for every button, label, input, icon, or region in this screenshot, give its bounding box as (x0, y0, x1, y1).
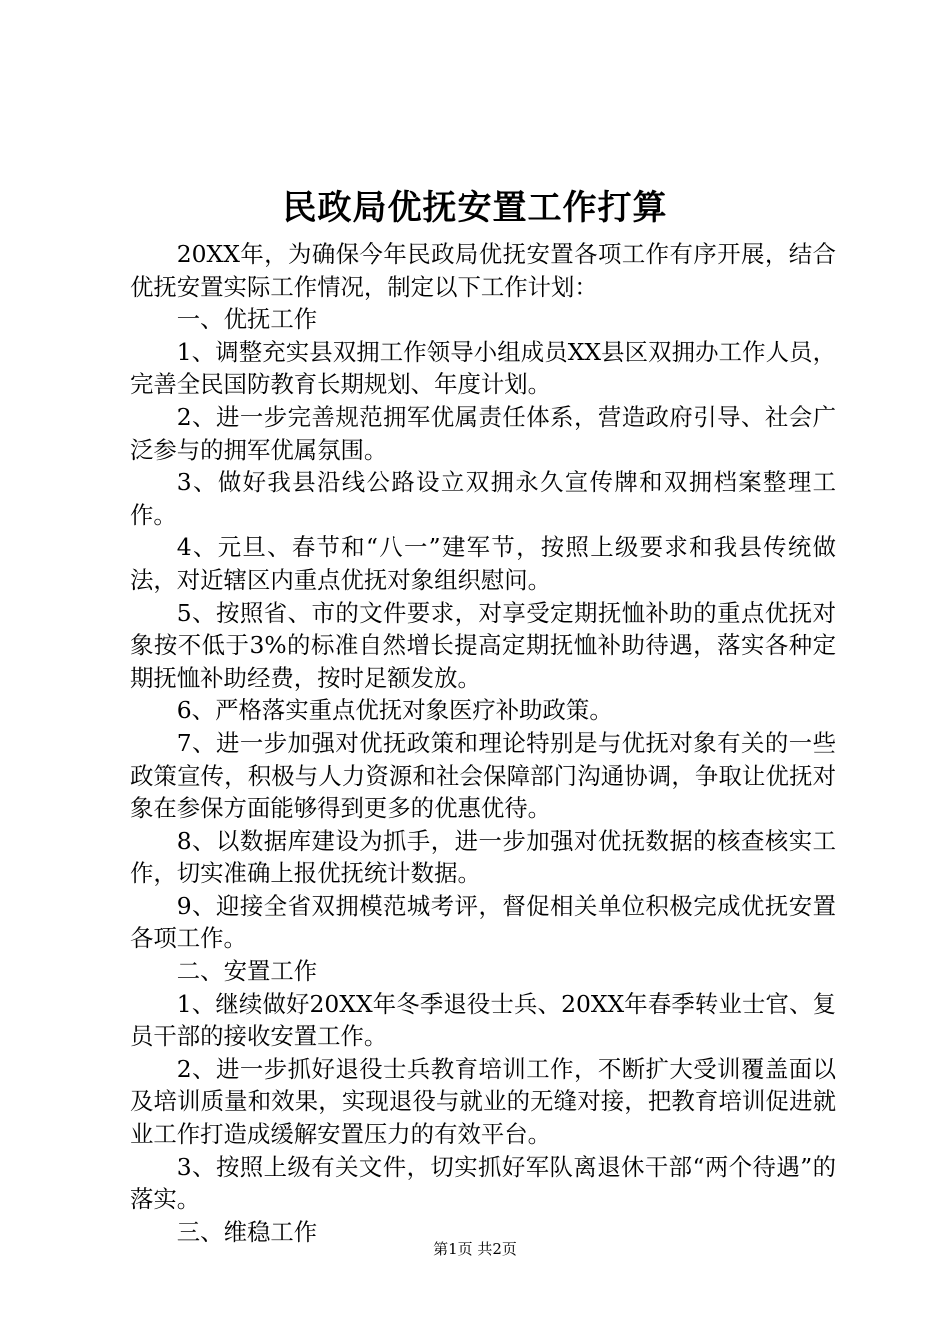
list-item: 2、进一步抓好退役士兵教育培训工作，不断扩大受训覆盖面以及培训质量和效果，实现退役与就业的无缝对接，把教育培训促进就业工作打造成缓解安置压力的有效平台。 (130, 1054, 836, 1149)
list-item: 5、按照省、市的文件要求，对享受定期抚恤补助的重点优抚对象按不低于3%的标准自然增长提高定期抚恤补助待遇，落实各种定期抚恤补助经费，按时足额发放。 (130, 598, 836, 692)
page-number-footer: 第1页 共2页 (433, 1240, 517, 1258)
list-item: 6、严格落实重点优抚对象医疗补助政策。 (176, 696, 613, 725)
section-heading-1: 一、优抚工作 (176, 305, 318, 334)
list-item: 3、做好我县沿线公路设立双拥永久宣传牌和双拥档案整理工作。 (130, 468, 836, 529)
list-item: 9、迎接全省双拥模范城考评，督促相关单位积极完成优抚安置各项工作。 (130, 891, 836, 953)
document-title: 民政局优抚安置工作打算 (282, 188, 668, 228)
section-heading-3: 三、维稳工作 (176, 1217, 318, 1246)
document-body (130, 238, 836, 1248)
paragraph-intro: 20XX年，为确保今年民政局优抚安置各项工作有序开展，结合优抚安置实际工作情况，制定以下工作计划： (130, 240, 836, 301)
list-item: 1、继续做好20XX年冬季退役士兵、20XX年春季转业士官、复员干部的接收安置工作。 (130, 989, 836, 1051)
list-item: 8、以数据库建设为抓手，进一步加强对优抚数据的核查核实工作，切实准确上报优抚统计数据。 (130, 826, 836, 888)
list-item: 1、调整充实县双拥工作领导小组成员XX县区双拥办工作人员，完善全民国防教育长期规划、年度计划。 (130, 337, 836, 399)
list-item: 7、进一步加强对优抚政策和理论特别是与优抚对象有关的一些政策宣传，积极与人力资源和社会保障部门沟通协调，争取让优抚对象在参保方面能够得到更多的优惠优待。 (130, 728, 836, 823)
list-item: 2、进一步完善规范拥军优属责任体系，营造政府引导、社会广泛参与的拥军优属氛围。 (130, 402, 836, 464)
section-heading-2: 二、安置工作 (176, 957, 318, 986)
list-item: 4、元旦、春节和“八一”建军节，按照上级要求和我县传统做法，对近辖区内重点优抚对象组织慰问。 (130, 533, 836, 594)
list-item: 3、按照上级有关文件，切实抓好军队离退休干部“两个待遇”的落实。 (130, 1152, 836, 1214)
